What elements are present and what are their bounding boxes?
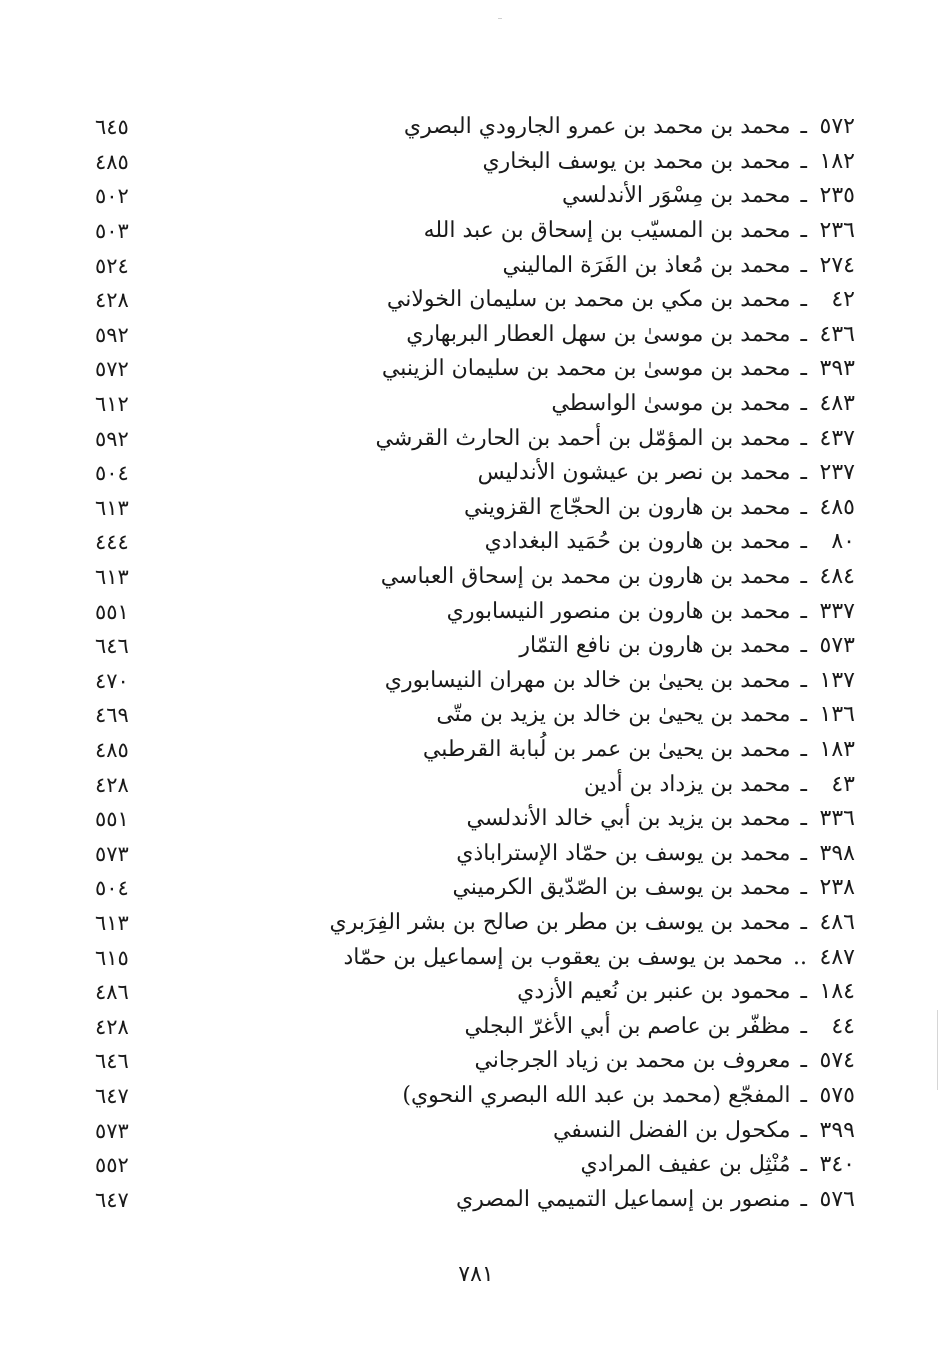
- entry-page-ref: ٦٤٧: [95, 1187, 129, 1212]
- entry-name: محمود بن عنبر بن نُعيم الأزدي: [517, 979, 791, 1005]
- entry-name: محمد بن المسيّب بن إسحاق بن عبد الله: [423, 218, 791, 244]
- index-entry: [95, 698, 855, 733]
- entry-page-ref: ٥٩٢: [95, 322, 129, 347]
- scan-mark: [498, 18, 502, 19]
- entry-main: [381, 560, 855, 594]
- index-entry: [95, 767, 855, 802]
- page-number: ٧٨١: [458, 1262, 494, 1287]
- entry-main: [551, 387, 855, 421]
- entry-separator: ـ: [800, 1117, 807, 1143]
- entry-main: [553, 1114, 855, 1148]
- index-entry: [95, 1148, 855, 1183]
- entry-separator: ـ: [800, 840, 807, 866]
- entry-number: ٤٣: [831, 771, 855, 797]
- margin-mark: [937, 1010, 938, 1090]
- entry-main: [485, 525, 855, 559]
- entry-separator: ـ: [800, 771, 807, 797]
- index-entry: [95, 629, 855, 664]
- entry-page-ref: ٦٤٦: [95, 634, 129, 659]
- entry-separator: ـ: [800, 287, 807, 313]
- index-entry: [95, 975, 855, 1010]
- entry-page-ref: ٤٧٠: [95, 668, 129, 693]
- entry-number: ٥٧٣: [819, 633, 855, 659]
- index-entry: [95, 145, 855, 180]
- entry-separator: ـ: [800, 114, 807, 140]
- entry-main: [464, 1010, 855, 1044]
- entry-number: ٣٩٨: [819, 840, 855, 866]
- entry-page-ref: ٤٦٩: [95, 703, 129, 728]
- entry-main: [456, 837, 855, 871]
- entry-main: [503, 249, 855, 283]
- entry-name: محمد بن يوسف بن الصّدّيق الكرميني: [452, 875, 791, 901]
- entry-page-ref: ٥٥٢: [95, 1153, 129, 1178]
- entry-name: محمد بن يوسف بن حمّاد الإستراباذي: [456, 840, 791, 866]
- entry-separator: ـ: [800, 1186, 807, 1212]
- entry-separator: ـ: [800, 1082, 807, 1108]
- entry-separator: ـ: [800, 148, 807, 174]
- entry-main: [581, 1148, 856, 1182]
- index-entry: [95, 733, 855, 768]
- entry-number: ٣٤٠: [819, 1152, 855, 1178]
- entry-separator: ـ: [800, 1013, 807, 1039]
- entry-main: [424, 214, 855, 248]
- entry-separator: ـ: [800, 529, 807, 555]
- entry-separator: ـ: [800, 218, 807, 244]
- entry-number: ٢٣٦: [819, 218, 855, 244]
- entry-number: ٥٧٥: [819, 1082, 855, 1108]
- entry-separator: ـ: [800, 494, 807, 520]
- entry-main: [343, 941, 855, 975]
- entry-number: ٤٤: [831, 1013, 855, 1039]
- index-entry: [95, 352, 855, 387]
- index-entry: [95, 1113, 855, 1148]
- entry-name: محمد بن مُعاذ بن الفَرَة الماليني: [502, 252, 791, 278]
- entry-name: محمد بن هارون بن محمد بن إسحاق العباسي: [380, 564, 791, 590]
- entry-page-ref: ٥٠٤: [95, 876, 129, 901]
- index-entry: [95, 594, 855, 629]
- entry-number: ٥٧٤: [819, 1048, 855, 1074]
- entry-name: محمد بن هارون بن حُمَيد البغدادي: [484, 529, 791, 555]
- entry-name: مظفّر بن عاصم بن أبي الأغرّ البجلي: [464, 1013, 791, 1039]
- entry-page-ref: ٤٨٦: [95, 980, 129, 1005]
- entry-name: محمد بن هارون بن نافع التمّار: [519, 633, 791, 659]
- entry-number: ١٨٢: [819, 148, 855, 174]
- entry-page-ref: ٤٨٥: [95, 149, 129, 174]
- index-entry: [95, 456, 855, 491]
- entry-number: ٤٣٦: [819, 321, 855, 347]
- entry-page-ref: ٦١٢: [95, 392, 129, 417]
- entry-main: [436, 698, 855, 732]
- index-entry: [95, 179, 855, 214]
- entry-name: محمد بن يوسف بن مطر بن صالح بن بشر الفِرَبري: [329, 909, 791, 935]
- entry-name: محمد بن موسىٰ بن سهل العطار البربهاري: [406, 321, 791, 347]
- entry-separator: ـ: [800, 598, 807, 624]
- entry-name: معروف بن محمد بن زياد الجرجاني: [474, 1048, 791, 1074]
- entry-page-ref: ٥٧٢: [95, 357, 129, 382]
- entry-page-ref: ٤٨٥: [95, 737, 129, 762]
- entry-separator: ـ: [800, 633, 807, 659]
- index-entry: [95, 318, 855, 353]
- entry-name: محمد بن يوسف بن يعقوب بن إسماعيل بن حمّاد: [343, 944, 783, 970]
- entry-separator: ـ: [800, 875, 807, 901]
- index-entry: [95, 387, 855, 422]
- entry-main: [376, 422, 856, 456]
- entry-number: ٨٠: [831, 529, 855, 555]
- entry-main: [478, 456, 855, 490]
- index-entry: [95, 836, 855, 871]
- entry-number: ٣٣٦: [819, 806, 855, 832]
- index-entry: [95, 871, 855, 906]
- entry-number: ٤٨٤: [819, 564, 855, 590]
- entry-page-ref: ٥٠٢: [95, 184, 129, 209]
- entry-name: محمد بن يزيد بن أبي خالد الأندلسي: [466, 806, 791, 832]
- entry-name: محمد بن مكي بن محمد بن سليمان الخولاني: [386, 287, 791, 313]
- index-entry: [95, 491, 855, 526]
- entry-number: ٤٨٣: [819, 391, 855, 417]
- entry-number: ٢٧٤: [819, 252, 855, 278]
- entry-main: [517, 975, 855, 1009]
- entry-page-ref: ٥٩٢: [95, 426, 129, 451]
- entry-name: محمد بن المؤمّل بن أحمد بن الحارث القرشي: [375, 425, 791, 451]
- entry-name: محمد بن محمد بن عمرو الجارودي البصري: [403, 114, 791, 140]
- entry-number: ١٨٤: [819, 979, 855, 1005]
- index-entry: [95, 525, 855, 560]
- index-entry: [95, 940, 855, 975]
- index-list: [95, 110, 855, 1217]
- entry-main: [402, 1079, 855, 1113]
- index-entry: [95, 906, 855, 941]
- entry-separator: ـ: [800, 425, 807, 451]
- entry-number: ١٨٣: [819, 736, 855, 762]
- entry-name: محمد بن هارون بن منصور النيسابوري: [446, 598, 791, 624]
- entry-page-ref: ٦١٣: [95, 565, 129, 590]
- entry-page-ref: ٤٢٨: [95, 772, 129, 797]
- entry-separator: ـ: [800, 356, 807, 382]
- entry-page-ref: ٥٧٣: [95, 1118, 129, 1143]
- entry-number: ١٣٧: [819, 667, 855, 693]
- entry-number: ١٣٦: [819, 702, 855, 728]
- entry-separator: ـ: [800, 667, 807, 693]
- index-entry: [95, 560, 855, 595]
- entry-main: [467, 802, 855, 836]
- index-entry: [95, 421, 855, 456]
- entry-name: محمد بن موسىٰ الواسطي: [551, 391, 791, 417]
- entry-name: محمد بن مِسْوَر الأندلسي: [562, 183, 791, 209]
- entry-number: ٤٨٥: [819, 494, 855, 520]
- entry-number: ٥٧٦: [819, 1186, 855, 1212]
- entry-name: محمد بن يحيىٰ بن عمر بن لُبابة القرطبي: [422, 736, 791, 762]
- entry-separator: ـ: [800, 183, 807, 209]
- entry-main: [387, 283, 855, 317]
- entry-page-ref: ٥٧٣: [95, 841, 129, 866]
- entry-number: ٥٧٢: [819, 114, 855, 140]
- index-entry: [95, 283, 855, 318]
- index-entry: [95, 110, 855, 145]
- entry-separator: ـ: [800, 702, 807, 728]
- index-entry: [95, 1182, 855, 1217]
- entry-page-ref: ٥٥١: [95, 599, 129, 624]
- entry-separator: ـ: [800, 1152, 807, 1178]
- entry-separator: ـ: [800, 1048, 807, 1074]
- entry-number: ٤٨٦: [819, 909, 855, 935]
- entry-page-ref: ٦٤٧: [95, 1083, 129, 1108]
- entry-number: ٣٩٣: [819, 356, 855, 382]
- index-entry: [95, 214, 855, 249]
- entry-number: ٢٣٥: [819, 183, 855, 209]
- entry-main: [584, 768, 855, 802]
- entry-main: [519, 629, 855, 663]
- entry-number: ٤٢: [831, 287, 855, 313]
- entry-name: مُنْثِل بن عفيف المرادي: [580, 1152, 791, 1178]
- entry-main: [406, 318, 855, 352]
- entry-page-ref: ٦١٣: [95, 910, 129, 935]
- entry-separator: ـ: [800, 460, 807, 486]
- entry-name: منصور بن إسماعيل التميمي المصري: [455, 1186, 791, 1212]
- entry-main: [464, 491, 855, 525]
- index-entry: [95, 802, 855, 837]
- entry-main: [562, 179, 855, 213]
- index-entry: [95, 664, 855, 699]
- index-entry: [95, 248, 855, 283]
- entry-name: محمد بن يحيىٰ بن خالد بن يزيد بن متّى: [436, 702, 791, 728]
- index-entry: [95, 1079, 855, 1114]
- entry-separator: ـ: [800, 806, 807, 832]
- entry-main: [382, 352, 855, 386]
- index-entry: [95, 1009, 855, 1044]
- entry-page-ref: ٤٢٨: [95, 1014, 129, 1039]
- entry-page-ref: ٥٠٤: [95, 461, 129, 486]
- entry-main: [423, 733, 855, 767]
- entry-number: ٣٣٧: [819, 598, 855, 624]
- entry-main: [474, 1044, 855, 1078]
- entry-name: مكحول بن الفضل النسفي: [552, 1117, 791, 1143]
- entry-separator: ـ: [800, 252, 807, 278]
- entry-page-ref: ٥٥١: [95, 807, 129, 832]
- entry-main: [329, 906, 855, 940]
- entry-separator: ـ: [800, 321, 807, 347]
- entry-separator: ـ: [800, 979, 807, 1005]
- entry-main: [456, 1183, 855, 1217]
- entry-separator: ـ: [800, 909, 807, 935]
- entry-main: [482, 145, 855, 179]
- index-entry: [95, 1044, 855, 1079]
- entry-page-ref: ٥٠٣: [95, 219, 129, 244]
- entry-page-ref: ٦٤٥: [95, 115, 129, 140]
- entry-main: [404, 110, 855, 144]
- entry-number: ٢٣٨: [819, 875, 855, 901]
- entry-number: ٤٨٧: [819, 944, 855, 970]
- entry-number: ٢٣٧: [819, 460, 855, 486]
- entry-page-ref: ٤٤٤: [95, 530, 129, 555]
- entry-name: محمد بن محمد بن يوسف البخاري: [482, 148, 791, 174]
- entry-separator: ـ: [800, 391, 807, 417]
- entry-separator: ..: [793, 944, 807, 970]
- entry-name: محمد بن موسىٰ بن محمد بن سليمان الزينبي: [381, 356, 791, 382]
- entry-name: المفجّع (محمد بن عبد الله البصري النحوي): [402, 1082, 791, 1108]
- entry-number: ٤٣٧: [819, 425, 855, 451]
- entry-number: ٣٩٩: [819, 1117, 855, 1143]
- entry-main: [452, 871, 855, 905]
- entry-page-ref: ٦٤٦: [95, 1049, 129, 1074]
- entry-page-ref: ٥٢٤: [95, 253, 129, 278]
- entry-separator: ـ: [800, 736, 807, 762]
- entry-name: محمد بن يحيىٰ بن خالد بن مهران النيسابوري: [384, 667, 791, 693]
- entry-main: [447, 595, 855, 629]
- entry-name: محمد بن هارون بن الحجّاج القزويني: [463, 494, 791, 520]
- entry-separator: ـ: [800, 564, 807, 590]
- entry-name: محمد بن يزداد بن أدين: [583, 771, 791, 797]
- entry-name: محمد بن نصر بن عيشون الأندليس: [477, 460, 791, 486]
- entry-page-ref: ٦١٥: [95, 945, 129, 970]
- entry-page-ref: ٤٢٨: [95, 288, 129, 313]
- entry-page-ref: ٦١٣: [95, 495, 129, 520]
- entry-main: [385, 664, 855, 698]
